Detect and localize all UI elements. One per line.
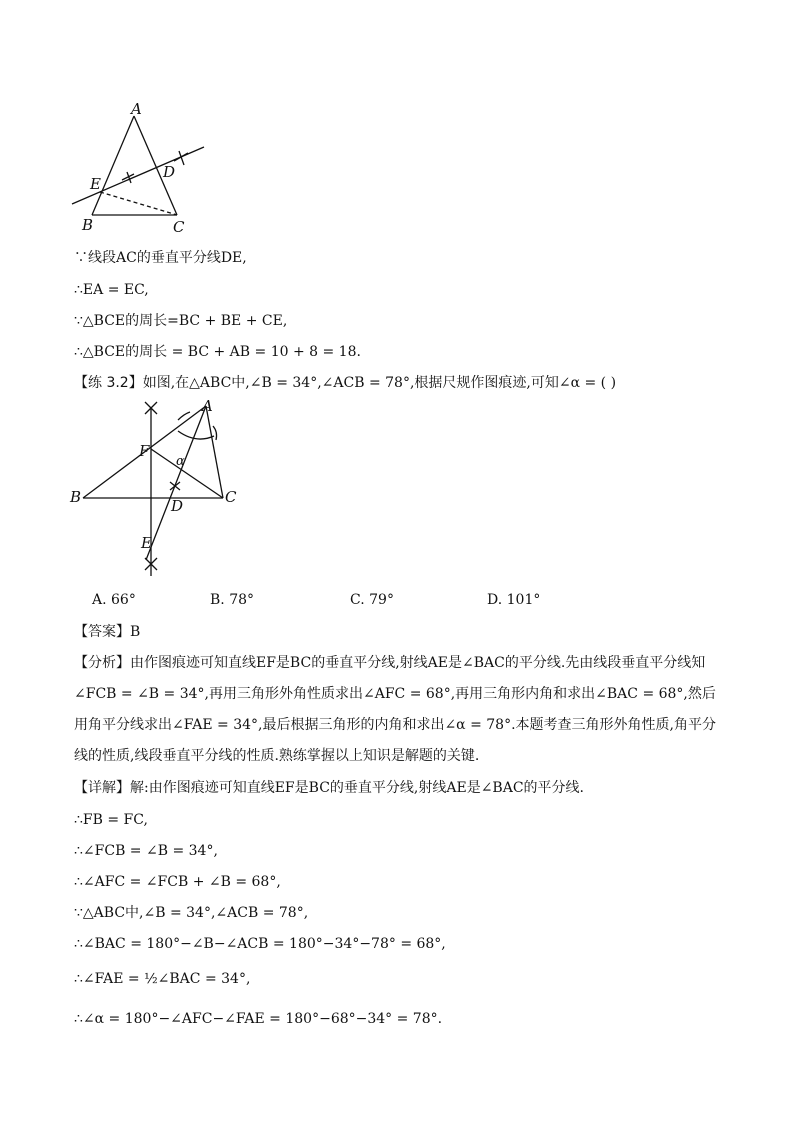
option-d[interactable]: [487, 590, 540, 610]
option-b-value: 78°: [229, 592, 255, 608]
detail-step-3: ∴∠AFC = ∠FCB + ∠B = 68°,: [74, 874, 281, 890]
label-d2: D: [171, 497, 184, 515]
segment-ec-dashed: [100, 192, 177, 215]
detail-step-6: ∴∠FAE = ½∠BAC = 34°,: [74, 971, 251, 987]
detail-intro: 解:由作图痕迹可知直线EF是BC的垂直平分线,射线AE是∠BAC的平分线.: [130, 780, 584, 796]
solution1-line3: ∵△BCE的周长=BC + BE + CE,: [74, 313, 288, 329]
detail-step-2: ∴∠FCB = ∠B = 34°,: [74, 843, 218, 859]
detail-step-1: ∴FB = FC,: [74, 812, 148, 828]
answer-value: B: [130, 624, 141, 640]
detail-step-4: ∵△ABC中,∠B = 34°,∠ACB = 78°,: [74, 905, 309, 921]
option-a-letter: A.: [92, 592, 107, 608]
option-a[interactable]: [92, 590, 136, 610]
option-d-letter: D.: [487, 592, 503, 608]
label-alpha: α: [176, 454, 185, 469]
cross-middle: [170, 482, 180, 490]
detail-step-5: ∴∠BAC = 180°−∠B−∠ACB = 180°−34°−78° = 68°,: [74, 936, 446, 952]
detail-step-7: ∴∠α = 180°−∠AFC−∠FAE = 180°−68°−34° = 78°.: [74, 1011, 443, 1027]
arc-mark-2: [174, 151, 188, 165]
label-c: C: [173, 218, 185, 236]
analysis-paragraph: [74, 648, 724, 772]
label-d: D: [163, 163, 176, 181]
arc-ac-side: [213, 426, 217, 440]
solution1-line2: ∴EA = EC,: [74, 282, 149, 298]
exercise-question-line: [74, 373, 616, 393]
figure-construction: [66, 398, 256, 584]
option-c-value: 79°: [369, 592, 394, 608]
label-a2: A: [202, 398, 213, 415]
label-e: E: [90, 175, 101, 193]
solution1-line1: ∵线段AC的垂直平分线DE,: [74, 250, 247, 266]
analysis-tag: 【分析】: [74, 655, 130, 671]
option-c[interactable]: [350, 590, 394, 610]
option-b[interactable]: [210, 590, 254, 610]
solution1-line4: ∴△BCE的周长 = BC + AB = 10 + 8 = 18.: [74, 344, 361, 360]
label-c2: C: [225, 488, 237, 506]
label-b: B: [82, 216, 94, 234]
label-e2: E: [141, 534, 152, 552]
label-b2: B: [70, 488, 82, 506]
option-d-value: 101°: [506, 592, 541, 608]
option-b-letter: B.: [210, 592, 225, 608]
option-a-value: 66°: [111, 592, 136, 608]
segment-ac2: [206, 406, 223, 498]
answer-tag: 【答案】: [74, 624, 130, 640]
label-f2: F: [139, 442, 150, 460]
analysis-text: 由作图痕迹可知直线EF是BC的垂直平分线,射线AE是∠BAC的平分线.先由线段垂直平分线知∠FCB = ∠B = 34°,再用三角形外角性质求出∠AFC = 68°,再用三角形内角和求出∠BAC = 68°,然后用角平分线求出∠FAE = 34°,最后根据三角形的内角和求出∠α = 78°.本题考查三角形外角性质,角平分线的性质,线段垂直平分线的性质.熟练掌握以上知识是解题的关键.: [74, 655, 716, 764]
option-c-letter: C.: [350, 592, 365, 608]
answer-line: [74, 622, 140, 642]
figure-triangle-bisector: [60, 98, 220, 238]
exercise-question: 如图,在△ABC中,∠B = 34°,∠ACB = 78°,根据尺规作图痕迹,可知∠α = ( ): [142, 375, 617, 391]
detail-tag: 【详解】: [74, 780, 130, 796]
detail-intro-line: [74, 778, 584, 798]
label-a: A: [131, 100, 142, 118]
exercise-tag: 【练 3.2】: [74, 375, 143, 391]
